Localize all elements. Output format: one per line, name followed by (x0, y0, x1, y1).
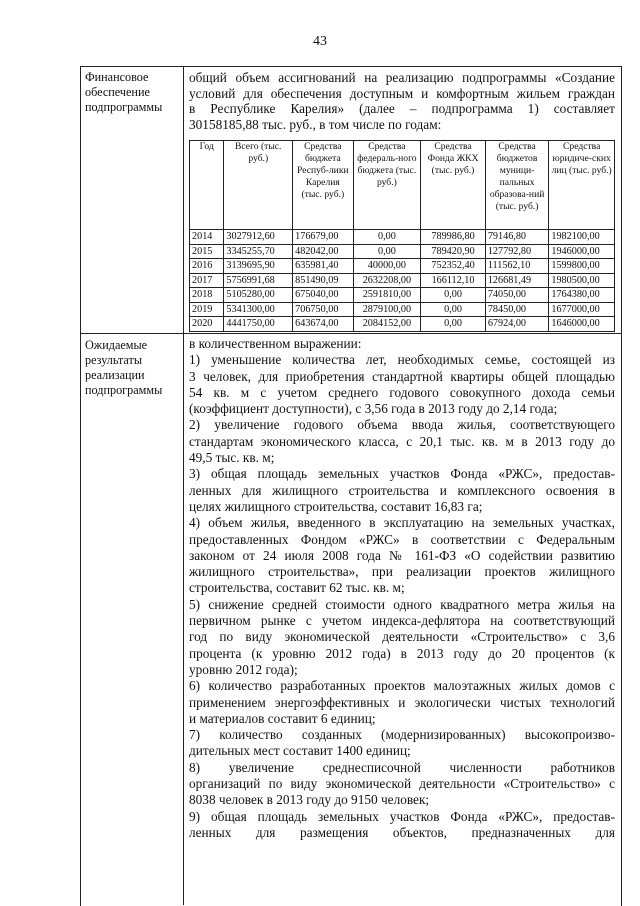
table-cell: 2014 (190, 230, 224, 245)
header-federal-budget: Средства федераль-ного бюджета (тыс. руб.) (353, 141, 421, 230)
results-line: первичном рынке с учетом индекса-дефлятора на соответствующий (189, 613, 615, 629)
table-cell: 1980500,00 (549, 273, 615, 288)
table-cell: 127792,80 (485, 244, 549, 259)
financing-table (189, 140, 615, 332)
table-cell: 0,00 (353, 230, 421, 245)
financing-intro-line: 30158185,88 тыс. руб., в том числе по годам: (189, 116, 442, 132)
results-line: 9) общая площадь земельных участков Фонда «РЖС», предостав- (189, 808, 615, 824)
table-cell: 2879100,00 (353, 302, 421, 317)
results-line: 4) объем жилья, введенного в эксплуатацию на земельных участках, (189, 515, 615, 531)
financing-table-row (190, 259, 615, 274)
results-line: год по виду экономической деятельности «Строительство» с 3,6 (189, 629, 615, 645)
table-cell: 2016 (190, 259, 224, 274)
header-total: Всего (тыс. руб.) (224, 141, 293, 230)
page-number: 43 (313, 34, 327, 49)
results-line: стандартам экономического класса, с 20,1 тыс. кв. м в 2013 году до (189, 433, 615, 449)
table-cell: 0,00 (421, 317, 486, 332)
table-cell: 1677000,00 (549, 302, 615, 317)
financing-intro-line: условий для обеспечения доступным и комфортным жильем граждан (189, 85, 615, 101)
table-cell: 67924,00 (485, 317, 549, 332)
results-text (189, 336, 615, 841)
table-cell: 4441750,00 (224, 317, 293, 332)
header-housing-fund: Средства Фонда ЖКХ (тыс. руб.) (421, 141, 486, 230)
results-line: ленных для жилищного строительства и комплексного освоения в (189, 482, 615, 498)
financing-table-row (190, 317, 615, 332)
results-line: дительных мест составит 1400 единиц; (189, 743, 411, 759)
results-line: и материалов составит 6 единиц; (189, 710, 376, 726)
results-line: 54 кв. м с учетом среднего годового совокупного дохода семьи (189, 384, 615, 400)
results-line: применением энергоэффективных и экологически чистых технологий (189, 694, 615, 710)
table-cell: 126681,49 (485, 273, 549, 288)
table-cell: 3139695,90 (224, 259, 293, 274)
financing-intro-line: общий объем ассигнований на реализацию подпрограммы «Создание (189, 70, 615, 85)
financing-table-row (190, 302, 615, 317)
results-line: законом от 24 июля 2008 года № 161-ФЗ «О содействии развитию (189, 547, 615, 563)
results-label-line: реализации (85, 368, 145, 382)
results-line: процента (к уровню 2012 года) в 2013 году до 20 процентов (к (189, 645, 615, 661)
table-cell: 1646000,00 (549, 317, 615, 332)
results-label-line: результаты (85, 353, 143, 367)
table-cell: 2591810,00 (353, 288, 421, 303)
table-cell: 675040,00 (293, 288, 353, 303)
financing-table-row (190, 273, 615, 288)
results-line: 49,5 тыс. кв. м; (189, 450, 275, 466)
table-cell: 1764380,00 (549, 288, 615, 303)
table-cell: 2017 (190, 273, 224, 288)
table-cell: 1599800,00 (549, 259, 615, 274)
results-line: 3) общая площадь земельных участков Фонда «РЖС», предостав- (189, 466, 615, 482)
results-line: (коэффициент доступности), с 3,56 года в 2013 году до 2,14 года; (189, 401, 558, 417)
results-line: 1) уменьшение количества лет, необходимых семье, состоящей из (189, 352, 615, 368)
table-cell: 5105280,00 (224, 288, 293, 303)
header-year: Год (190, 141, 224, 230)
results-line: предоставленных Фондом «РЖС» в соответствии с Федеральным (189, 531, 615, 547)
results-line: жилищного строительства», при реализации проектов жилищного (189, 564, 615, 580)
table-cell: 79146,80 (485, 230, 549, 245)
table-cell: 78450,00 (485, 302, 549, 317)
financing-table-header (190, 141, 615, 230)
table-cell: 752352,40 (421, 259, 486, 274)
table-cell: 635981,40 (293, 259, 353, 274)
results-line: 8) увеличение среднесписочной численности работников (189, 759, 615, 775)
results-label-line: подпрограммы (85, 383, 163, 397)
header-republic-budget: Средства бюджета Респуб-лики Карелия (тыс. руб.) (293, 141, 353, 230)
results-line: целях жилищного строительства, составит 16,83 га; (189, 498, 483, 514)
financing-label-line: обеспечение (85, 85, 150, 99)
results-line: уровню 2012 года); (189, 661, 298, 677)
table-cell: 40000,00 (353, 259, 421, 274)
table-cell: 2020 (190, 317, 224, 332)
results-line: ленных для размещения объектов, предназначенных для (189, 824, 615, 840)
table-cell: 851490,09 (293, 273, 353, 288)
table-cell: 1946000,00 (549, 244, 615, 259)
table-cell: 176679,00 (293, 230, 353, 245)
table-cell: 74050,00 (485, 288, 549, 303)
table-cell: 706750,00 (293, 302, 353, 317)
financing-intro (189, 70, 615, 132)
header-municipal-budgets: Средства бюджетов муници-пальных образова-ний (тыс. руб.) (485, 141, 549, 230)
table-cell: 166112,10 (421, 273, 486, 288)
results-line: 6) количество разработанных проектов малоэтажных жилых домов с (189, 678, 615, 694)
table-cell: 5756991,68 (224, 273, 293, 288)
row-divider (80, 333, 621, 334)
financing-label-line: подпрограммы (85, 100, 163, 114)
table-cell: 3027912,60 (224, 230, 293, 245)
table-cell: 111562,10 (485, 259, 549, 274)
table-cell: 789420,90 (421, 244, 486, 259)
financing-label (85, 70, 180, 115)
results-label (85, 338, 180, 398)
table-cell: 2018 (190, 288, 224, 303)
results-label-line: Ожидаемые (85, 338, 148, 352)
table-cell: 2019 (190, 302, 224, 317)
table-cell: 1982100,00 (549, 230, 615, 245)
table-cell: 3345255,70 (224, 244, 293, 259)
results-line: 5) снижение средней стоимости одного квадратного метра жилья на (189, 596, 615, 612)
results-line: в количественном выражении: (189, 336, 362, 351)
results-line: организаций по виду экономической деятельности «Строительство» с (189, 776, 615, 792)
table-cell: 0,00 (353, 244, 421, 259)
table-cell: 2015 (190, 244, 224, 259)
table-cell: 2084152,00 (353, 317, 421, 332)
results-line: 8038 человек в 2013 году до 9150 человек; (189, 792, 430, 808)
table-cell: 482042,00 (293, 244, 353, 259)
financing-table-row (190, 288, 615, 303)
column-divider (183, 66, 184, 905)
table-cell: 0,00 (421, 288, 486, 303)
table-cell: 789986,80 (421, 230, 486, 245)
financing-label-line: Финансовое (85, 70, 149, 84)
financing-table-row (190, 244, 615, 259)
financing-table-row (190, 230, 615, 245)
table-cell: 643674,00 (293, 317, 353, 332)
results-line: строительства, составит 62 тыс. кв. м; (189, 580, 405, 596)
header-legal-entities: Средства юридиче-ских лиц (тыс. руб.) (549, 141, 615, 230)
financing-intro-line: в Республике Карелия» (далее – подпрограмма 1) составляет (189, 101, 615, 116)
results-line: 2) увеличение годового объема ввода жилья, соответствующего (189, 417, 615, 433)
table-cell: 0,00 (421, 302, 486, 317)
table-cell: 2632208,00 (353, 273, 421, 288)
table-cell: 5341300,00 (224, 302, 293, 317)
results-line: 7) количество созданных (модернизированных) высокопроизво- (189, 727, 615, 743)
results-line: 3 человек, для приобретения стандартной квартиры общей площадью (189, 368, 615, 384)
